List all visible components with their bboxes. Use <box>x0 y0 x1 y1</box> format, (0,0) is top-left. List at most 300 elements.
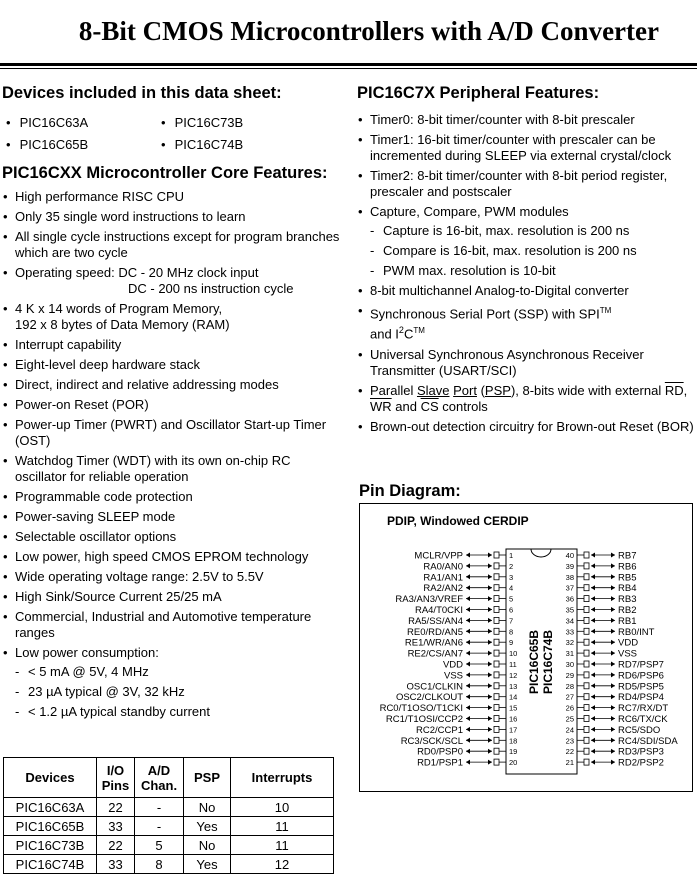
pin-label: RB4 <box>618 583 637 595</box>
table-row <box>4 817 334 836</box>
arrow-head-icon <box>466 607 470 612</box>
pin-number: 8 <box>509 627 514 637</box>
arrow-head-icon <box>466 694 470 699</box>
arrow-head-icon <box>466 651 470 656</box>
pin-number: 32 <box>565 638 574 648</box>
peripheral-features-list <box>357 112 697 435</box>
arrow-head-icon <box>611 694 615 699</box>
arrow-head-icon <box>466 662 470 667</box>
arrow-head-icon <box>591 672 595 677</box>
pin-stub <box>494 661 499 667</box>
arrow-head-icon <box>488 749 492 754</box>
arrow-head-icon <box>488 629 492 634</box>
title-rule-thin <box>0 68 697 69</box>
memory-line-2: 192 x 8 bytes of Data Memory (RAM) <box>15 317 230 332</box>
pin-number: 9 <box>509 638 514 648</box>
table-cell: 5 <box>135 836 184 855</box>
arrow-head-icon <box>611 640 615 645</box>
pin-stub <box>584 596 589 602</box>
arrow-head-icon <box>488 640 492 645</box>
pin-label: VSS <box>443 670 463 682</box>
pin-stub <box>584 737 589 743</box>
pin-label: RC3/SCK/SCL <box>400 735 463 747</box>
pin-stub <box>584 726 589 732</box>
pin-stub <box>584 705 589 711</box>
ccp-item: - PWM max. resolution is 10-bit <box>370 263 697 279</box>
ccp-label: Capture, Compare, PWM modules <box>370 204 569 219</box>
device-item: • PIC16C73B <box>161 114 316 132</box>
arrow-head-icon <box>611 618 615 623</box>
feature-item: • Brown-out detection circuitry for Brown-out Reset (BOR) <box>357 419 697 435</box>
pin-number: 21 <box>565 758 574 768</box>
column-header: I/O Pins <box>97 758 135 798</box>
arrow-head-icon <box>591 738 595 743</box>
pin-number: 37 <box>565 583 574 593</box>
feature-item: • Only 35 single word instructions to learn <box>2 209 342 225</box>
arrow-head-icon <box>611 662 615 667</box>
pin-stub <box>494 726 499 732</box>
pin-stub <box>494 617 499 623</box>
table-row <box>4 855 334 874</box>
psp-text: ( <box>476 382 485 398</box>
feature-item: • Commercial, Industrial and Automotive temperature ranges <box>2 609 342 641</box>
device-item: • PIC16C65B <box>6 136 161 154</box>
pin-number: 20 <box>509 758 518 768</box>
feature-item: • Watchdog Timer (WDT) with its own on-chip RC oscillator for reliable operation <box>2 453 342 485</box>
pin-label: VDD <box>442 659 463 671</box>
pin-number: 1 <box>509 551 514 560</box>
psp-text: and <box>391 398 421 414</box>
arrow-head-icon <box>488 738 492 743</box>
column-header: Interrupts <box>231 758 334 798</box>
pin-label: RB5 <box>618 572 637 584</box>
arrow-head-icon <box>591 716 595 721</box>
pin-stub <box>584 574 589 580</box>
arrow-head-icon <box>591 727 595 732</box>
arrow-head-icon <box>591 760 595 765</box>
feature-item: • Timer2: 8-bit timer/counter with 8-bit period register, prescaler and postscaler <box>357 168 697 200</box>
feature-item: • Timer1: 16-bit timer/counter with prescaler can be incremented during SLEEP via external crystal/clock <box>357 132 697 164</box>
arrow-head-icon <box>488 716 492 721</box>
pin-label: RC1/T1OSI/CCP2 <box>385 714 463 725</box>
arrow-head-icon <box>466 738 470 743</box>
feature-item: • Timer0: 8-bit timer/counter with 8-bit prescaler <box>357 112 697 128</box>
feature-item: • Low power, high speed CMOS EPROM technology <box>2 549 342 565</box>
arrow-head-icon <box>466 760 470 765</box>
pin-stub <box>584 617 589 623</box>
pin-number: 12 <box>509 670 518 680</box>
arrow-head-icon <box>611 760 615 765</box>
arrow-head-icon <box>488 662 492 667</box>
chip-part-label: PIC16C65B <box>527 629 541 695</box>
psp-text: , <box>683 382 688 398</box>
arrow-head-icon <box>488 574 492 579</box>
pin-diagram-box <box>359 503 693 792</box>
superscript: 2 <box>398 325 404 336</box>
psp-text: Port <box>453 382 477 398</box>
devices-heading: Devices included in this data sheet: <box>2 84 282 102</box>
arrow-head-icon <box>591 618 595 623</box>
pin-label: RA4/T0CKI <box>414 605 463 616</box>
arrow-head-icon <box>611 672 615 677</box>
pin-stub <box>494 596 499 602</box>
arrow-head-icon <box>611 553 615 558</box>
arrow-head-icon <box>488 618 492 623</box>
ssp-text: C <box>403 326 414 342</box>
pin-number: 10 <box>509 649 518 659</box>
pin-stub <box>584 585 589 591</box>
pin-number: 19 <box>509 747 518 757</box>
pin-number: 11 <box>509 660 517 669</box>
pin-stub <box>494 716 499 722</box>
arrow-head-icon <box>466 563 470 568</box>
right-column <box>357 82 697 439</box>
pin-label: RC2/CCP1 <box>416 724 463 736</box>
table-cell: Yes <box>184 817 231 836</box>
low-power-label: Low power consumption: <box>15 645 159 660</box>
arrow-head-icon <box>488 760 492 765</box>
table-cell: 11 <box>231 817 334 836</box>
operating-speed-line-1: Operating speed: DC - 20 MHz clock input <box>15 265 259 280</box>
arrow-head-icon <box>466 640 470 645</box>
pin-stub <box>494 683 499 689</box>
pin-diagram-heading: Pin Diagram: <box>359 482 461 500</box>
table-cell: 22 <box>97 798 135 817</box>
pin-label: RC5/SDO <box>618 724 661 736</box>
pin-number: 29 <box>565 670 574 680</box>
arrow-head-icon <box>488 651 492 656</box>
device-table <box>3 757 334 874</box>
pin-label: MCLR/VPP <box>414 550 463 562</box>
table-cell: No <box>184 836 231 855</box>
pin-stub <box>584 759 589 765</box>
table-cell: No <box>184 798 231 817</box>
feature-item: • High performance RISC CPU <box>2 189 342 205</box>
pin-number: 15 <box>509 703 518 713</box>
pin-label: RD6/PSP6 <box>618 670 664 682</box>
arrow-head-icon <box>488 672 492 677</box>
pin-stub <box>494 607 499 613</box>
pin-stub <box>494 737 499 743</box>
pin-number: 3 <box>509 572 514 582</box>
arrow-head-icon <box>591 596 595 601</box>
pin-stub <box>584 672 589 678</box>
feature-item <box>357 303 697 343</box>
pin-label: RD5/PSP5 <box>618 681 664 693</box>
arrow-head-icon <box>466 553 470 558</box>
pin-stub <box>494 585 499 591</box>
table-row <box>4 836 334 855</box>
arrow-head-icon <box>466 683 470 688</box>
arrow-head-icon <box>466 596 470 601</box>
pin-stub <box>494 748 499 754</box>
chip-notch <box>531 549 551 557</box>
arrow-head-icon <box>466 716 470 721</box>
arrow-head-icon <box>591 574 595 579</box>
pin-label: VDD <box>618 637 639 649</box>
table-cell: 12 <box>231 855 334 874</box>
psp-text: controls <box>438 398 488 414</box>
pin-label: RE2/CS/AN7 <box>407 648 463 660</box>
pin-label: RD1/PSP1 <box>417 757 463 769</box>
pin-number: 17 <box>509 725 518 735</box>
pin-number: 7 <box>509 616 514 626</box>
arrow-head-icon <box>591 662 595 667</box>
arrow-head-icon <box>488 705 492 710</box>
pin-stub <box>584 552 589 558</box>
arrow-head-icon <box>591 629 595 634</box>
arrow-head-icon <box>611 607 615 612</box>
psp-text: $\overline{WR}$ <box>370 398 392 414</box>
arrow-head-icon <box>611 585 615 590</box>
pin-label: OSC2/CLKOUT <box>395 692 463 704</box>
trademark: TM <box>599 306 612 315</box>
pin-stub <box>494 552 499 558</box>
core-features-list <box>2 189 342 720</box>
feature-item: • Direct, indirect and relative addressing modes <box>2 377 342 393</box>
pin-number: 31 <box>565 649 574 659</box>
feature-item <box>2 301 342 333</box>
pin-number: 22 <box>565 747 574 757</box>
arrow-head-icon <box>611 738 615 743</box>
feature-item: • All single cycle instructions except for program branches which are two cycle <box>2 229 342 261</box>
table-cell: - <box>135 798 184 817</box>
table-cell: 11 <box>231 836 334 855</box>
pin-stub <box>494 639 499 645</box>
left-column <box>2 82 342 724</box>
feature-item: • Universal Synchronous Asynchronous Receiver Transmitter (USART/SCI) <box>357 347 697 379</box>
power-item: - < 1.2 µA typical standby current <box>15 704 342 720</box>
arrow-head-icon <box>466 749 470 754</box>
arrow-head-icon <box>591 640 595 645</box>
arrow-head-icon <box>611 651 615 656</box>
pin-label: RD2/PSP2 <box>618 757 664 769</box>
feature-item <box>357 204 697 279</box>
feature-item: • Power-saving SLEEP mode <box>2 509 342 525</box>
arrow-head-icon <box>591 553 595 558</box>
feature-item: • High Sink/Source Current 25/25 mA <box>2 589 342 605</box>
pin-stub <box>584 661 589 667</box>
feature-item: • Eight-level deep hardware stack <box>2 357 342 373</box>
peripheral-features-heading: PIC16C7X Peripheral Features: <box>357 84 600 102</box>
pin-label: RC7/RX/DT <box>618 703 669 715</box>
pin-stub <box>584 628 589 634</box>
arrow-head-icon <box>488 563 492 568</box>
power-sublist <box>15 664 342 720</box>
column-header: A/D Chan. <box>135 758 184 798</box>
column-header: PSP <box>184 758 231 798</box>
pin-stub <box>494 705 499 711</box>
power-item: - 23 µA typical @ 3V, 32 kHz <box>15 684 342 700</box>
package-label: PDIP, Windowed CERDIP <box>387 514 529 528</box>
feature-item: • Wide operating voltage range: 2.5V to 5.5V <box>2 569 342 585</box>
pin-number: 34 <box>565 616 574 626</box>
pin-stub <box>494 694 499 700</box>
pin-label: RB3 <box>618 594 637 606</box>
psp-text: $\overline{RD}$ <box>664 382 684 398</box>
psp-text: $\overline{CS}$ <box>420 398 439 414</box>
arrow-head-icon <box>591 585 595 590</box>
ccp-sublist <box>370 223 697 279</box>
psp-text: ), 8-bits wide with external <box>510 382 665 398</box>
pin-label: OSC1/CLKIN <box>406 681 463 693</box>
arrow-head-icon <box>611 749 615 754</box>
arrow-head-icon <box>591 694 595 699</box>
pin-number: 25 <box>565 714 574 724</box>
title-rule-thick <box>0 63 697 66</box>
table-row <box>4 798 334 817</box>
ccp-item: - Compare is 16-bit, max. resolution is 200 ns <box>370 243 697 259</box>
arrow-head-icon <box>591 749 595 754</box>
table-cell: Yes <box>184 855 231 874</box>
table-cell: 33 <box>97 855 135 874</box>
pin-stub <box>584 639 589 645</box>
arrow-head-icon <box>488 585 492 590</box>
arrow-head-icon <box>591 651 595 656</box>
pin-number: 38 <box>565 572 574 582</box>
pin-number: 39 <box>565 561 574 571</box>
device-item: • PIC16C74B <box>161 136 316 154</box>
pin-number: 13 <box>509 681 518 691</box>
arrow-head-icon <box>611 629 615 634</box>
feature-item: • Programmable code protection <box>2 489 342 505</box>
pin-stub <box>494 574 499 580</box>
pin-number: 23 <box>565 736 574 746</box>
ssp-text: and I <box>370 326 399 342</box>
pin-number: 28 <box>565 681 574 691</box>
arrow-head-icon <box>466 629 470 634</box>
feature-item: • Selectable oscillator options <box>2 529 342 545</box>
pin-label: RB6 <box>618 561 637 573</box>
pin-stub <box>494 672 499 678</box>
arrow-head-icon <box>466 574 470 579</box>
feature-item: • Power-up Timer (PWRT) and Oscillator Start-up Timer (OST) <box>2 417 342 449</box>
arrow-head-icon <box>466 727 470 732</box>
pin-stub <box>494 563 499 569</box>
feature-item: • Interrupt capability <box>2 337 342 353</box>
device-item: • PIC16C63A <box>6 114 161 132</box>
pin-label: RD0/PSP0 <box>417 746 463 758</box>
pin-label: RA5/SS/AN4 <box>408 615 463 627</box>
pin-stub <box>584 650 589 656</box>
arrow-head-icon <box>466 618 470 623</box>
chip-part-label: PIC16C74B <box>541 629 555 695</box>
arrow-head-icon <box>488 727 492 732</box>
memory-line-1: 4 K x 14 words of Program Memory, <box>15 301 223 316</box>
ssp-text: Synchronous Serial Port (SSP) with SPI <box>370 306 600 322</box>
pin-stub <box>584 563 589 569</box>
table-header-row <box>4 758 334 798</box>
arrow-head-icon <box>488 596 492 601</box>
arrow-head-icon <box>611 683 615 688</box>
psp-text: Parallel <box>370 382 417 398</box>
core-features-heading: PIC16CXX Microcontroller Core Features: <box>2 164 328 182</box>
pin-number: 33 <box>565 627 574 637</box>
pin-label: RB2 <box>618 605 637 616</box>
arrow-head-icon <box>611 574 615 579</box>
devices-list <box>6 114 342 154</box>
pin-number: 16 <box>509 714 518 724</box>
pin-number: 2 <box>509 561 514 571</box>
psp-text: Slave <box>416 382 450 398</box>
pin-label: RD3/PSP3 <box>618 746 664 758</box>
pin-label: RC0/T1OSO/T1CKI <box>379 703 463 715</box>
pin-stub <box>584 607 589 613</box>
pin-label: RA0/AN0 <box>423 561 463 573</box>
psp-text: PSP <box>484 382 511 398</box>
arrow-head-icon <box>488 553 492 558</box>
arrow-head-icon <box>611 563 615 568</box>
pin-stub <box>584 716 589 722</box>
arrow-head-icon <box>611 705 615 710</box>
pin-number: 40 <box>565 551 574 560</box>
table-cell: PIC16C65B <box>4 817 97 836</box>
pin-number: 36 <box>565 594 574 604</box>
pin-label: RC6/TX/CK <box>618 714 668 725</box>
arrow-head-icon <box>488 694 492 699</box>
table-cell: PIC16C63A <box>4 798 97 817</box>
pin-number: 26 <box>565 703 574 713</box>
pin-label: RB1 <box>618 615 637 627</box>
arrow-head-icon <box>466 585 470 590</box>
pin-number: 14 <box>509 692 518 702</box>
arrow-head-icon <box>611 716 615 721</box>
ccp-item: - Capture is 16-bit, max. resolution is 200 ns <box>370 223 697 239</box>
pin-number: 27 <box>565 692 574 702</box>
feature-item: • 8-bit multichannel Analog-to-Digital converter <box>357 283 697 299</box>
feature-item <box>357 383 697 415</box>
table-cell: PIC16C73B <box>4 836 97 855</box>
arrow-head-icon <box>611 727 615 732</box>
arrow-head-icon <box>488 683 492 688</box>
pin-label: RA3/AN3/VREF <box>395 594 463 606</box>
pin-number: 35 <box>565 605 574 615</box>
pin-label: RE1/WR/AN6 <box>404 637 463 649</box>
pin-stub <box>584 694 589 700</box>
arrow-head-icon <box>488 607 492 612</box>
pin-label: RA1/AN1 <box>423 572 463 584</box>
pin-number: 5 <box>509 594 514 604</box>
pin-stub <box>494 650 499 656</box>
table-cell: - <box>135 817 184 836</box>
arrow-head-icon <box>591 705 595 710</box>
pin-label: RB7 <box>618 550 637 562</box>
pin-number: 24 <box>565 725 574 735</box>
table-cell: 22 <box>97 836 135 855</box>
pin-diagram-svg <box>360 504 692 791</box>
pin-stub <box>584 683 589 689</box>
page-title: 8-Bit CMOS Microcontrollers with A/D Converter <box>78 16 659 46</box>
pin-number: 30 <box>565 660 574 669</box>
feature-item: • Power-on Reset (POR) <box>2 397 342 413</box>
pin-label: RC4/SDI/SDA <box>618 735 678 747</box>
arrow-head-icon <box>591 683 595 688</box>
arrow-head-icon <box>611 596 615 601</box>
arrow-head-icon <box>591 607 595 612</box>
arrow-head-icon <box>466 672 470 677</box>
operating-speed-line-2: DC - 200 ns instruction cycle <box>128 281 294 296</box>
pin-stub <box>584 748 589 754</box>
table-cell: 33 <box>97 817 135 836</box>
arrow-head-icon <box>591 563 595 568</box>
pin-number: 18 <box>509 736 518 746</box>
pin-stub <box>494 759 499 765</box>
feature-item <box>2 265 342 297</box>
pin-label: RD4/PSP4 <box>618 692 664 704</box>
pin-label: VSS <box>618 648 638 660</box>
column-header: Devices <box>4 758 97 798</box>
power-item: - < 5 mA @ 5V, 4 MHz <box>15 664 342 680</box>
